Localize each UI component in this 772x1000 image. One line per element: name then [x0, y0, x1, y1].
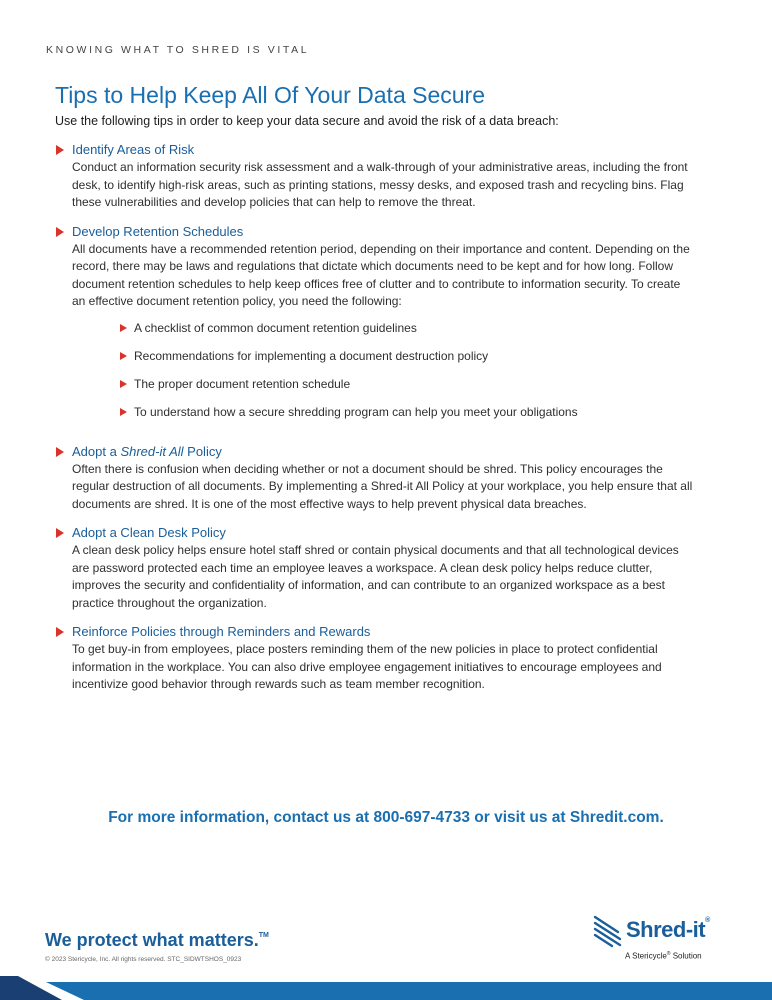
checklist-item: Recommendations for implementing a document destruction policy	[120, 348, 696, 376]
logo-wordmark: Shred-it®	[626, 917, 710, 942]
tip-retention-schedules	[56, 223, 696, 432]
contact-line: For more information, contact us at 800-697-4733 or visit us at Shredit.com.	[108, 809, 664, 826]
checklist-item: A checklist of common document retention guidelines	[120, 320, 696, 348]
tip-body: Often there is confusion when deciding whether or not a document should be shred. This policy encourages the regular destruction of all documents. By implementing a Shred-it All Policy at your workplace, you help ensure that all documents are shred. It is one of the most effective ways to help prevent physical data breaches.	[72, 461, 693, 511]
checklist-item: The proper document retention schedule	[120, 376, 696, 404]
tip-title: Develop Retention Schedules	[72, 223, 244, 239]
shred-it-stripes-icon	[592, 914, 624, 948]
arrow-bullet-icon	[56, 528, 64, 538]
footer-stripe	[0, 966, 772, 1000]
header-eyebrow: KNOWING WHAT TO SHRED IS VITAL	[46, 44, 310, 56]
tip-clean-desk	[56, 524, 696, 612]
tip-title: Reinforce Policies through Reminders and Rewards	[72, 624, 371, 639]
tip-title: Adopt a Clean Desk Policy	[72, 525, 226, 540]
arrow-bullet-icon	[120, 352, 127, 360]
tagline: We protect what matters.™	[45, 930, 269, 950]
checklist-item: To understand how a secure shredding program can help you meet your obligations	[120, 404, 696, 432]
arrow-bullet-icon	[56, 627, 64, 637]
arrow-bullet-icon	[120, 408, 127, 416]
arrow-bullet-icon	[56, 145, 64, 155]
arrow-bullet-icon	[56, 447, 64, 457]
tip-reminders-rewards	[56, 623, 696, 694]
tip-identify-risk	[56, 141, 696, 212]
tip-shred-it-all	[56, 443, 696, 514]
arrow-bullet-icon	[120, 380, 127, 388]
retention-checklist	[56, 320, 696, 432]
copyright: © 2023 Stericycle, Inc. All rights reserved. STC_SIDWTSHOS_0923	[45, 956, 242, 963]
tip-body: A clean desk policy helps ensure hotel staff shred or contain physical documents and that all technological devices are password protected each time an employee leaves a workspace. A clean desk policy helps reduce clutter, improves the security and confidentiality of information, and can contribute to an organized workspace as a best practice throughout the organization.	[72, 543, 679, 610]
arrow-bullet-icon	[120, 324, 127, 332]
arrow-bullet-icon	[56, 227, 64, 237]
shred-it-logo	[592, 912, 732, 964]
logo-subtitle: A Stericycle® Solution	[625, 951, 702, 961]
tip-body: All documents have a recommended retention period, depending on their importance and content. Depending on the record, there may be laws and regulations that dictate which documents need to be kept and for how long. Follow document retention schedules to help keep offices free of clutter and to contribute to information security. To create an effective document retention policy, you need the following:	[72, 241, 690, 308]
tip-title: Identify Areas of Risk	[72, 142, 195, 157]
tip-body: Conduct an information security risk assessment and a walk-through of your administrative areas, including the front desk, to identify high-risk areas, such as printing stations, messy desks, and exposed trash and recycling bins. Flag these vulnerabilities and develop policies that can help to remove the threat.	[72, 160, 688, 209]
tips-list	[56, 141, 696, 705]
page-title: Tips to Help Keep All Of Your Data Secure	[55, 82, 486, 108]
intro-text: Use the following tips in order to keep your data secure and avoid the risk of a data breach:	[55, 114, 559, 128]
tip-title: Adopt a Shred-it All Policy	[72, 443, 222, 459]
tip-body: To get buy-in from employees, place posters reminding them of the new policies in place to protect confidential information in the workplace. You can also drive employee engagement initiatives to encourage employees and incentivize good behavior through rewards such as team member recognition.	[72, 642, 662, 691]
